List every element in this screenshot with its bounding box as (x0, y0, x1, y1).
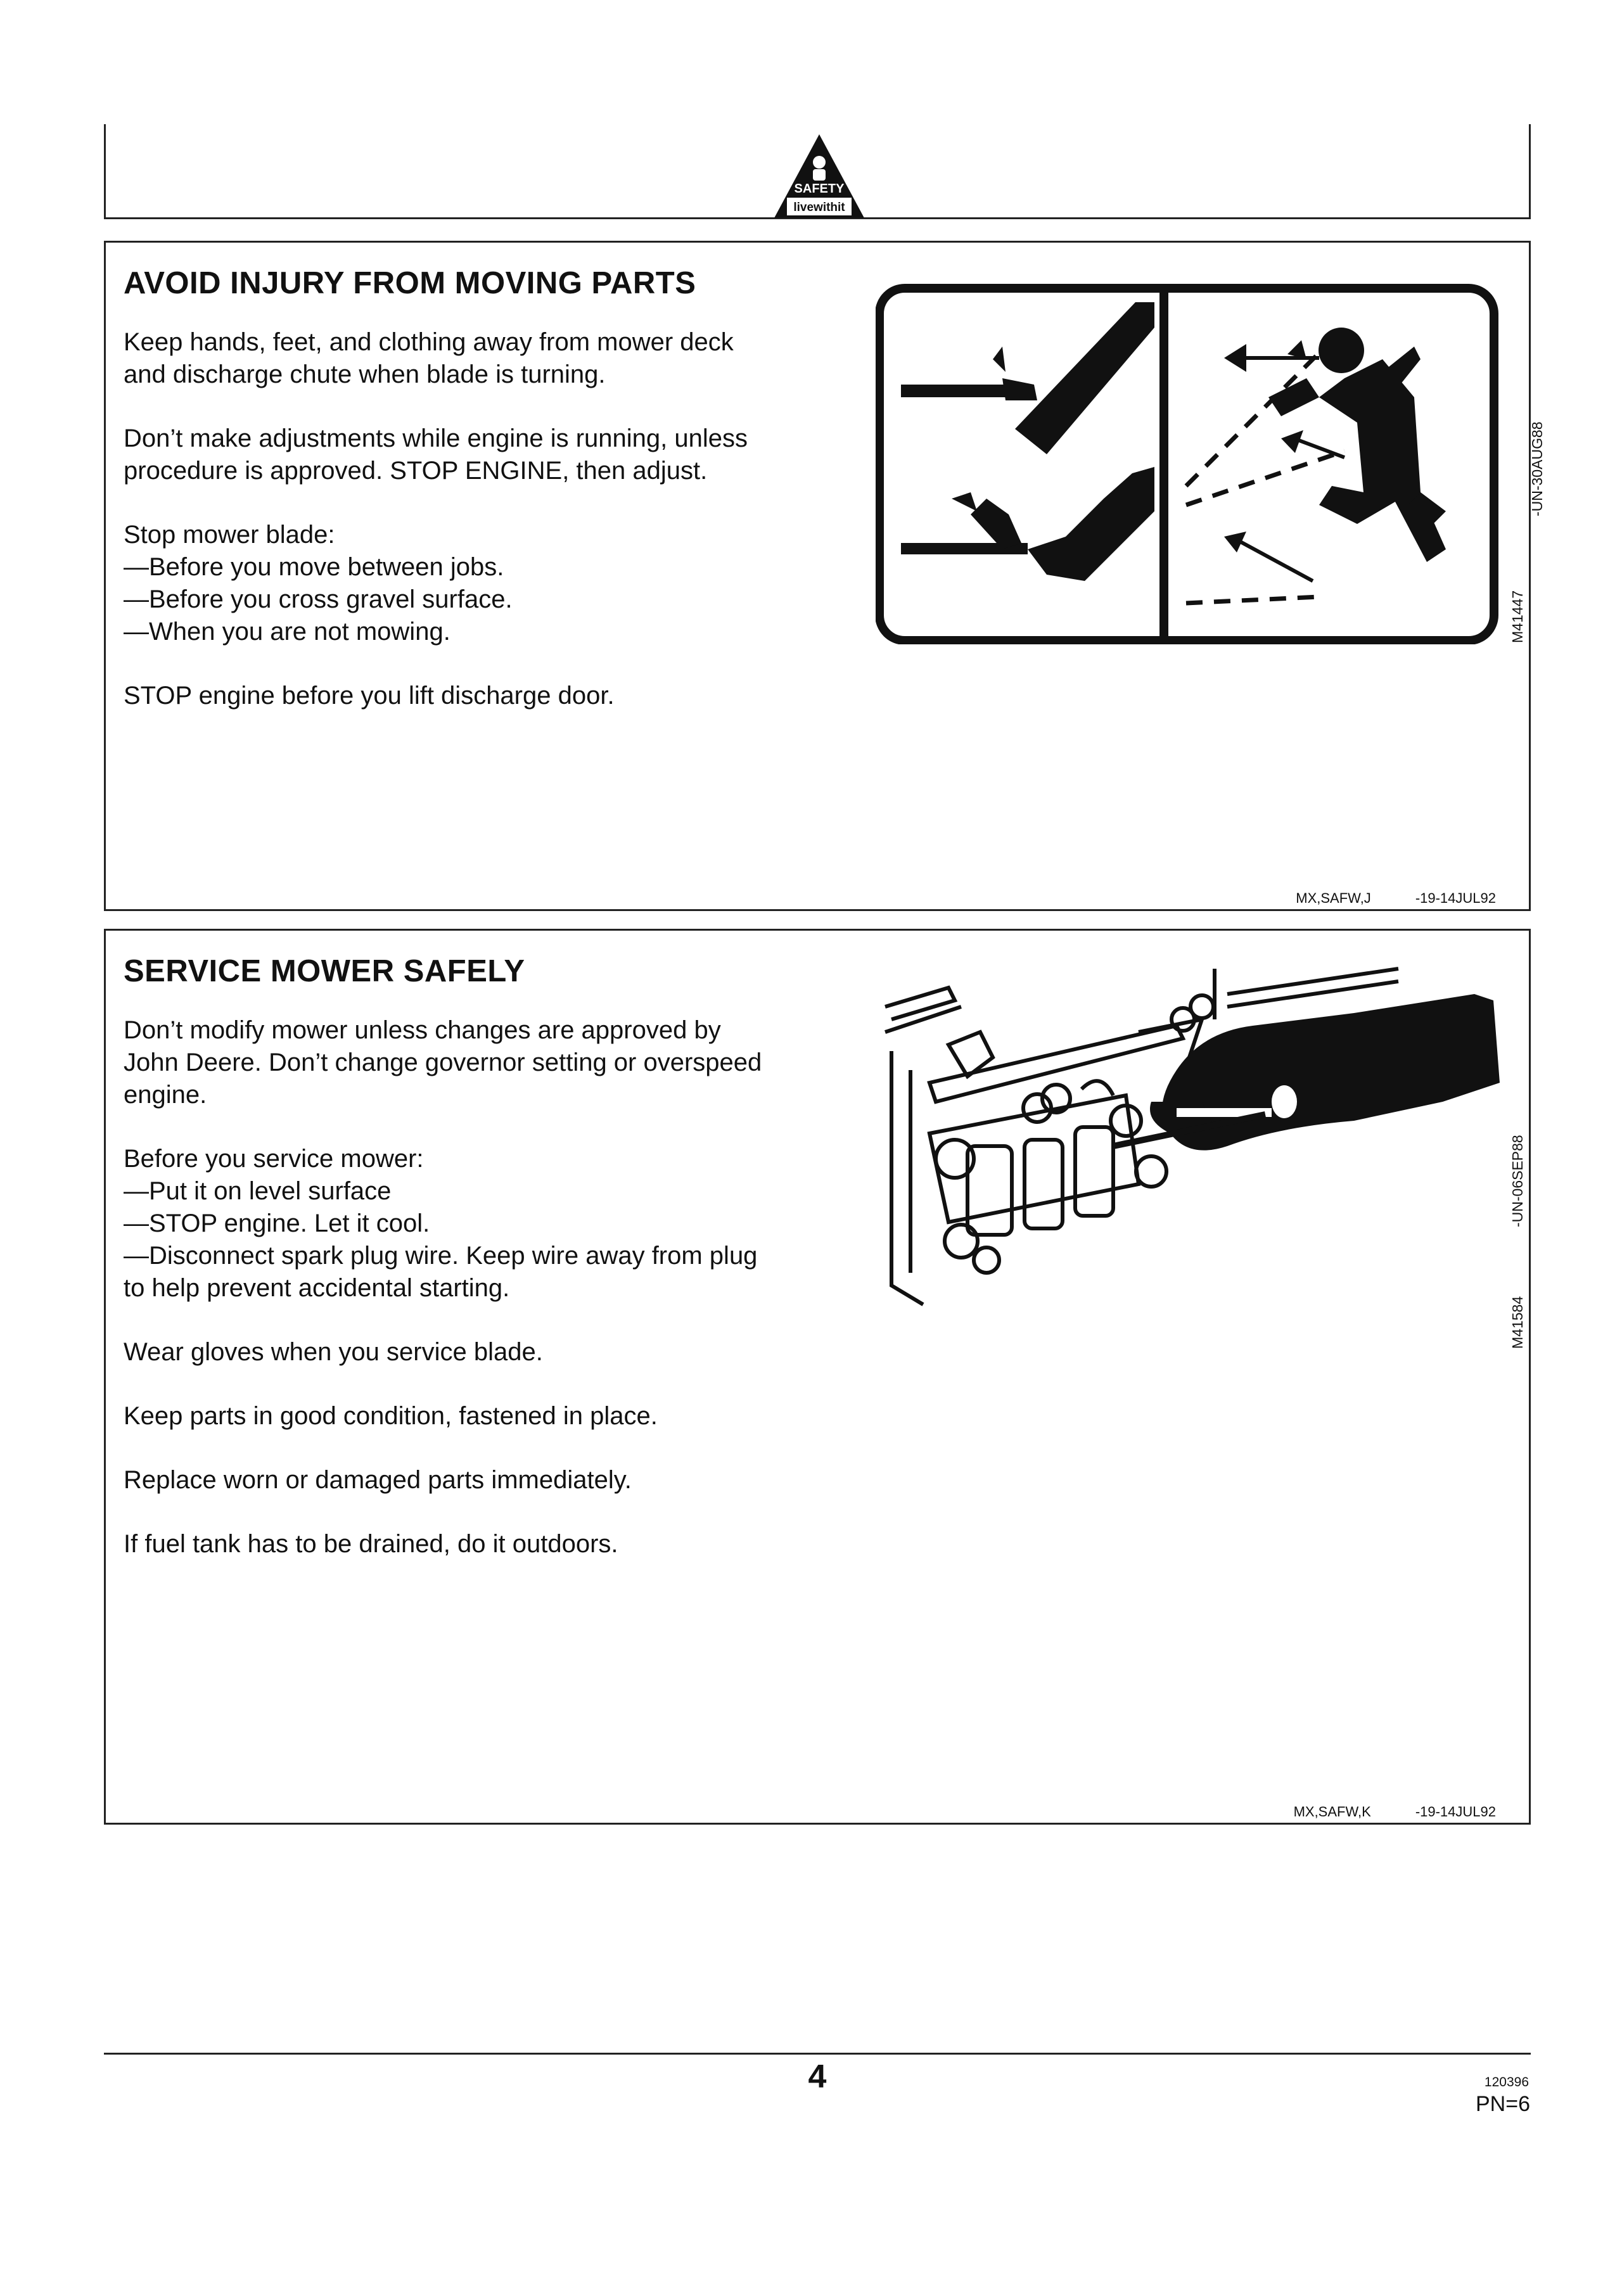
ref-code-id: MX,SAFW,K (1293, 1804, 1371, 1820)
text-line: —STOP engine. Let it cool. (124, 1209, 430, 1237)
text-line: to help prevent accidental starting. (124, 1274, 510, 1302)
paragraph (124, 519, 941, 648)
paragraph (124, 1143, 941, 1304)
paragraph (124, 423, 941, 487)
panel-title: AVOID INJURY FROM MOVING PARTS (124, 266, 696, 300)
panel-title: SERVICE MOWER SAFELY (124, 954, 525, 988)
text-line: Keep hands, feet, and clothing away from mower deck (124, 328, 734, 356)
logo-text-bottom: livewithit (793, 201, 845, 214)
text-line: John Deere. Don’t change governor setting or overspeed (124, 1049, 762, 1076)
reference-code (1296, 890, 1496, 907)
reference-code (1294, 1804, 1496, 1820)
figure-id-label: M41584 (1509, 1296, 1526, 1349)
paragraph (124, 1336, 941, 1368)
footer-rule (104, 2053, 1531, 2055)
figure-id-label: M41447 (1509, 590, 1526, 643)
pn-code: PN=6 (1476, 2092, 1530, 2116)
ref-code-date: -19-14JUL92 (1415, 890, 1496, 906)
figure-code-label: -UN-06SEP88 (1509, 1135, 1526, 1227)
text-line: Keep parts in good condition, fastened in place. (124, 1402, 658, 1430)
paragraph (124, 1014, 941, 1111)
text-line: —Before you cross gravel surface. (124, 585, 513, 613)
text-line: Don’t modify mower unless changes are approved by (124, 1016, 721, 1044)
text-line: engine. (124, 1081, 207, 1109)
text-line: Stop mower blade: (124, 521, 335, 549)
text-line: —When you are not mowing. (124, 618, 450, 646)
safety-panel-service-mower (104, 929, 1531, 1825)
text-line: —Put it on level surface (124, 1177, 392, 1205)
paragraph (124, 680, 941, 712)
service-blade-illustration (872, 956, 1506, 1317)
text-line: Replace worn or damaged parts immediately. (124, 1466, 632, 1494)
moving-parts-warning-illustration (876, 283, 1503, 644)
text-line: If fuel tank has to be drained, do it outdoors. (124, 1530, 618, 1558)
safety-panel-moving-parts (104, 241, 1545, 911)
paragraph (124, 1464, 941, 1496)
ref-code-date: -19-14JUL92 (1415, 1804, 1496, 1820)
text-line: —Before you move between jobs. (124, 553, 504, 581)
paragraph (124, 326, 941, 391)
page-number: 4 (808, 2058, 827, 2095)
document-date-code: 120396 (1484, 2075, 1529, 2089)
figure-code-label: -UN-30AUG88 (1529, 421, 1545, 516)
logo-text-top: SAFETY (794, 182, 845, 196)
ref-code-id: MX,SAFW,J (1296, 890, 1371, 906)
text-line: and discharge chute when blade is turning. (124, 360, 606, 388)
text-line: Before you service mower: (124, 1145, 424, 1173)
text-line: Don’t make adjustments while engine is running, unless (124, 424, 748, 452)
text-line: STOP engine before you lift discharge door. (124, 682, 615, 710)
paragraph (124, 1528, 941, 1560)
paragraph (124, 1400, 941, 1432)
text-line: Wear gloves when you service blade. (124, 1338, 543, 1366)
text-line: —Disconnect spark plug wire. Keep wire away from plug (124, 1242, 758, 1270)
text-line: procedure is approved. STOP ENGINE, then adjust. (124, 457, 708, 485)
panel-body (124, 1014, 941, 1592)
safety-alert-logo (772, 132, 867, 220)
panel-body (124, 326, 941, 744)
